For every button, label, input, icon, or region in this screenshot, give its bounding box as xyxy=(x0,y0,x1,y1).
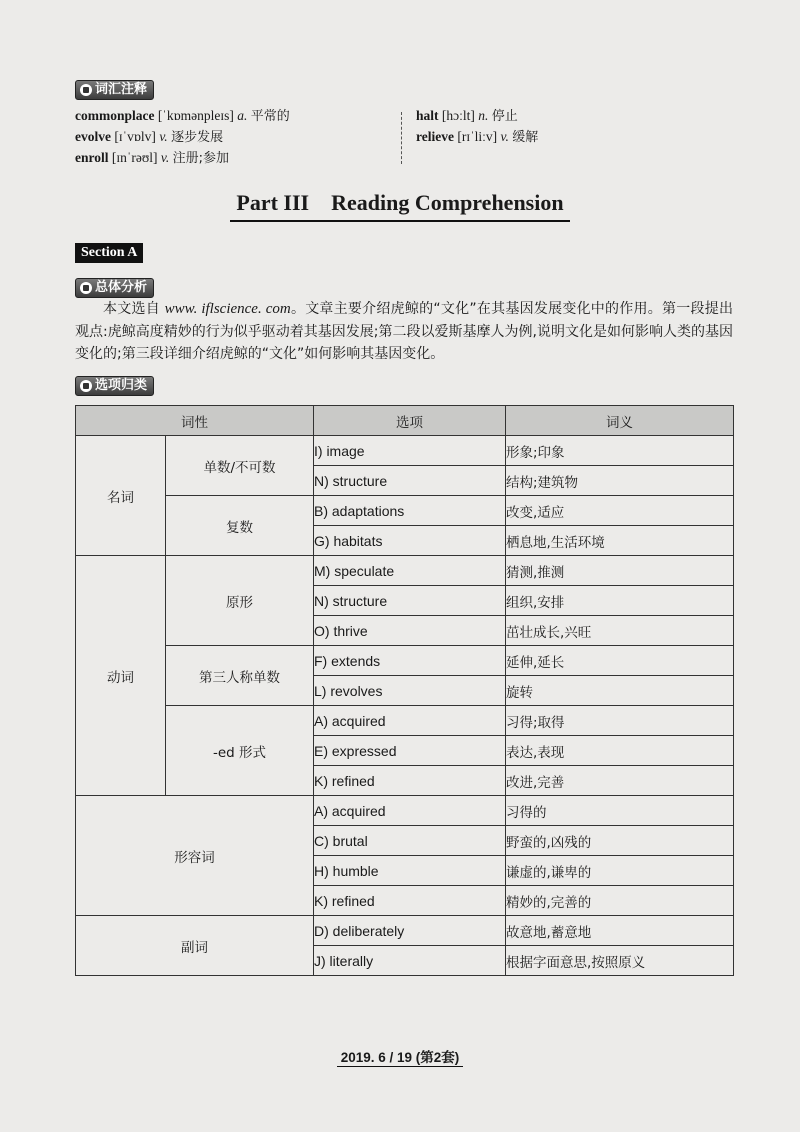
table-header-row xyxy=(76,406,734,436)
pos-adjective-cell: 形容词 xyxy=(76,796,314,916)
page-footer xyxy=(0,1046,800,1066)
meaning-cell: 茁壮成长,兴旺 xyxy=(506,616,734,646)
meaning-cell: 野蛮的,凶残的 xyxy=(506,826,734,856)
option-cell: A) acquired xyxy=(314,796,506,826)
verb-ed-form-cell: -ed 形式 xyxy=(166,706,314,796)
meaning-cell: 形象;印象 xyxy=(506,436,734,466)
vocab-word: commonplace xyxy=(75,108,155,123)
vocab-phonetic: [ɪˈvɒlv] xyxy=(114,129,156,144)
meaning-cell: 表达,表现 xyxy=(506,736,734,766)
part-title xyxy=(0,190,800,222)
classification-table xyxy=(75,405,734,976)
vocab-pos: a. xyxy=(237,108,248,123)
verb-base-cell: 原形 xyxy=(166,556,314,646)
vocab-badge xyxy=(75,80,154,100)
noun-singular-cell: 单数/不可数 xyxy=(166,436,314,496)
analysis-text: 。文章主要介绍虎鲸的“文化”在其基因发展变化中的作用。第一段提出观点:虎鲸高度精妙的行为似乎驱动着其基因发展;第二段以爱斯基摩人为例,说明文化是如何影响人类的基因变化的;第三段详细介绍虎鲸的“文化”如何影响其基因变化。 xyxy=(75,301,734,362)
footer-date: 2019. 6 / 19 xyxy=(340,1050,413,1065)
table-row xyxy=(76,646,734,676)
option-cell: K) refined xyxy=(314,886,506,916)
header-pos: 词性 xyxy=(76,406,314,436)
vocab-meaning: 平常的 xyxy=(250,109,290,124)
analysis-label: 总体分析 xyxy=(95,280,148,295)
vocab-meaning: 注册;参加 xyxy=(172,151,230,166)
meaning-cell: 改进,完善 xyxy=(506,766,734,796)
vocab-word: evolve xyxy=(75,129,111,144)
analysis-icon xyxy=(80,282,92,294)
meaning-cell: 习得;取得 xyxy=(506,706,734,736)
option-cell: E) expressed xyxy=(314,736,506,766)
option-cell: G) habitats xyxy=(314,526,506,556)
analysis-paragraph xyxy=(75,298,733,366)
vocab-right-column xyxy=(416,106,538,148)
pos-adverb-cell: 副词 xyxy=(76,916,314,976)
vocab-item xyxy=(416,127,538,148)
option-cell: H) humble xyxy=(314,856,506,886)
pos-verb-cell: 动词 xyxy=(76,556,166,796)
option-cell: N) structure xyxy=(314,586,506,616)
meaning-cell: 猜测,推测 xyxy=(506,556,734,586)
table-row xyxy=(76,496,734,526)
table-row xyxy=(76,556,734,586)
meaning-cell: 习得的 xyxy=(506,796,734,826)
section-badge xyxy=(75,243,143,263)
vocab-left-column xyxy=(75,106,290,169)
vocab-icon xyxy=(80,84,92,96)
vocab-word: halt xyxy=(416,108,439,123)
vocab-meaning: 逐步发展 xyxy=(171,130,224,145)
vocab-meaning: 停止 xyxy=(491,109,518,124)
meaning-cell: 故意地,蓄意地 xyxy=(506,916,734,946)
option-cell: L) revolves xyxy=(314,676,506,706)
vocab-item xyxy=(75,148,290,169)
meaning-cell: 结构;建筑物 xyxy=(506,466,734,496)
vocab-phonetic: [ɪnˈrəʊl] xyxy=(111,150,158,165)
vocab-pos: v. xyxy=(160,150,170,165)
meaning-cell: 组织,安排 xyxy=(506,586,734,616)
table-row xyxy=(76,796,734,826)
vocab-phonetic: [rɪˈliːv] xyxy=(457,129,498,144)
vocab-pos: v. xyxy=(159,129,168,144)
analysis-prefix: 本文选自 xyxy=(103,301,165,317)
option-cell: N) structure xyxy=(314,466,506,496)
table-row xyxy=(76,916,734,946)
vocab-phonetic: [ˈkɒmənpleɪs] xyxy=(157,108,234,123)
noun-plural-cell: 复数 xyxy=(166,496,314,556)
pos-noun-cell: 名词 xyxy=(76,436,166,556)
table-row xyxy=(76,706,734,736)
vocab-item xyxy=(75,106,290,127)
analysis-badge xyxy=(75,278,154,298)
option-cell: O) thrive xyxy=(314,616,506,646)
vocab-item xyxy=(75,127,290,148)
option-cell: J) literally xyxy=(314,946,506,976)
vocab-meaning: 缓解 xyxy=(512,130,539,145)
meaning-cell: 延伸,延长 xyxy=(506,646,734,676)
meaning-cell: 根据字面意思,按照原义 xyxy=(506,946,734,976)
table-row xyxy=(76,436,734,466)
vocab-phonetic: [hɔːlt] xyxy=(441,108,475,123)
option-cell: C) brutal xyxy=(314,826,506,856)
vocab-divider xyxy=(401,112,402,164)
option-cell: A) acquired xyxy=(314,706,506,736)
vocab-label: 词汇注释 xyxy=(95,82,148,97)
part-number: Part III xyxy=(236,190,310,215)
classification-badge xyxy=(75,376,154,396)
meaning-cell: 谦虚的,谦卑的 xyxy=(506,856,734,886)
verb-third-person-cell: 第三人称单数 xyxy=(166,646,314,706)
classification-icon xyxy=(80,380,92,392)
option-cell: M) speculate xyxy=(314,556,506,586)
meaning-cell: 栖息地,生活环境 xyxy=(506,526,734,556)
vocab-item xyxy=(416,106,538,127)
vocab-pos: v. xyxy=(500,129,509,144)
option-cell: K) refined xyxy=(314,766,506,796)
meaning-cell: 改变,适应 xyxy=(506,496,734,526)
option-cell: F) extends xyxy=(314,646,506,676)
footer-set: (第2套) xyxy=(415,1050,460,1065)
part-heading: Reading Comprehension xyxy=(331,190,564,215)
meaning-cell: 精妙的,完善的 xyxy=(506,886,734,916)
option-cell: I) image xyxy=(314,436,506,466)
source-url: www. iflscience. com xyxy=(164,301,291,317)
option-cell: D) deliberately xyxy=(314,916,506,946)
vocab-word: enroll xyxy=(75,150,109,165)
option-cell: B) adaptations xyxy=(314,496,506,526)
header-meaning: 词义 xyxy=(506,406,734,436)
vocab-pos: n. xyxy=(478,108,489,123)
meaning-cell: 旋转 xyxy=(506,676,734,706)
section-label: Section A xyxy=(81,245,138,260)
classification-label: 选项归类 xyxy=(95,378,148,393)
header-option: 选项 xyxy=(314,406,506,436)
vocab-word: relieve xyxy=(416,129,454,144)
